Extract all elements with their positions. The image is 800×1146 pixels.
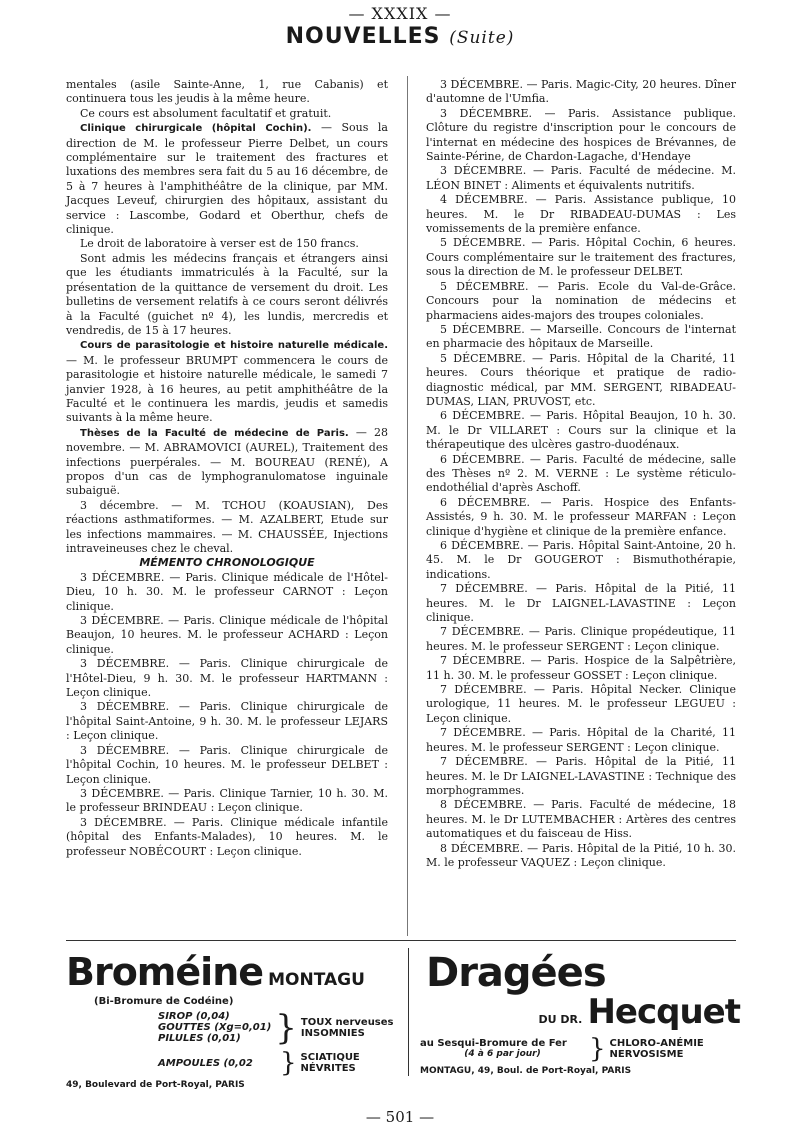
ad-brand-sub: MONTAGU	[268, 970, 365, 990]
memento-entry: 5 DÉCEMBRE. — Paris. Hôpital de la Charité, 11 heures. Cours théorique et pratique de radio-diagnostic médical, par MM. SERGENT, RIBADEAU-DUMAS, LIAN, PRUVOST, etc.	[426, 351, 736, 408]
memento-entry: 4 DÉCEMBRE. — Paris. Assistance publique, 10 heures. M. le Dr RIBADEAU-DUMAS : Les vomissements de la première enfance.	[426, 193, 736, 236]
memento-entry: 8 DÉCEMBRE. — Paris. Faculté de médecine, 18 heures. M. le Dr LUTEMBACHER : Artères des centres automatiques et du faisceau de Hiss.	[426, 798, 736, 841]
paragraph: mentales (asile Sainte-Anne, 1, rue Cabanis) et continuera tous les jeudis à la même heure.	[66, 78, 388, 106]
memento-entry: 7 DÉCEMBRE. — Paris. Hôpital de la Pitié, 11 heures. M. le Dr LAIGNEL-LAVASTINE : Leçon clinique.	[426, 582, 736, 625]
memento-entry: 3 DÉCEMBRE. — Paris. Magic-City, 20 heures. Dîner d'automne de l'Umfia.	[426, 78, 736, 106]
paragraph: Le droit de laboratoire à verser est de 150 francs.	[80, 237, 359, 251]
paragraph	[66, 426, 388, 499]
paragraph: Ce cours est absolument facultatif et gratuit.	[80, 106, 332, 120]
brace-icon: }	[589, 1034, 606, 1064]
ad-indication: NÉVRITES	[300, 1063, 356, 1074]
ad-indication: SCIATIQUE	[300, 1052, 360, 1063]
ad-brand: Dragées	[426, 950, 606, 996]
ad-formula: GOUTTES (Xg=0,01)	[158, 1022, 272, 1033]
memento-entry: 6 DÉCEMBRE. — Paris. Hospice des Enfants-Assistés, 9 h. 30. M. le professeur MARFAN : Leçon clinique d'hygiène et clinique de la première enfance.	[426, 495, 736, 538]
paragraph-heading: Thèses de la Faculté de médecine de Paris.	[80, 427, 349, 439]
ad-indication-list	[301, 1052, 360, 1074]
memento-entry: 5 DÉCEMBRE. — Marseille. Concours de l'internat en pharmacie des hôpitaux de Marseille.	[426, 322, 736, 351]
memento-entry: 3 DÉCEMBRE. — Paris. Assistance publique. Clôture du registre d'inscription pour le concours de l'internat en médecine des hospices de Brévannes, de Sainte-Périne, de Chardon-Lagache, d'Hendaye	[426, 106, 736, 164]
memento-entry: 3 DÉCEMBRE. — Paris. Clinique chirurgicale de l'hôpital Cochin, 10 heures. M. le professeur DELBET : Leçon clinique.	[66, 743, 388, 786]
memento-entry: 3 DÉCEMBRE. — Paris. Clinique médicale de l'Hôtel-Dieu, 10 h. 30. M. le professeur CARNOT : Leçon clinique.	[66, 570, 388, 613]
memento-entry: 7 DÉCEMBRE. — Paris. Hôpital de la Pitié, 11 heures. M. le Dr LAIGNEL-LAVASTINE : Technique des morphogrammes.	[426, 755, 736, 797]
memento-entry: 7 DÉCEMBRE. — Paris. Clinique propédeutique, 11 heures. M. le professeur SERGENT : Leçon clinique.	[426, 625, 736, 653]
memento-entry: 7 DÉCEMBRE. — Paris. Hôpital de la Charité, 11 heures. M. le professeur SERGENT : Leçon clinique.	[426, 726, 736, 754]
memento-entry: 6 DÉCEMBRE. — Paris. Hôpital Saint-Antoine, 20 h. 45. M. le Dr GOUGEROT : Bismuthothérapie, indications.	[426, 539, 736, 581]
section-title-main: NOUVELLES	[285, 24, 441, 49]
ad-subtitle: (Bi-Bromure de Codéine)	[94, 996, 234, 1007]
memento-entry: 3 DÉCEMBRE. — Paris. Clinique chirurgicale de l'hôpital Saint-Antoine, 9 h. 30. M. le professeur LEJARS : Leçon clinique.	[66, 700, 388, 743]
ad-du: DU DR.	[538, 1013, 583, 1026]
memento-entry: 3 DÉCEMBRE. — Paris. Clinique médicale infantile (hôpital des Enfants-Malades), 10 heures. M. le professeur NOBÉCOURT : Leçon clinique.	[66, 815, 388, 858]
ad-brand-row	[420, 992, 740, 1032]
section-title-suffix: (Suite)	[449, 28, 515, 48]
ad-formula: SIROP (0,04)	[158, 1011, 230, 1022]
ad-composition	[420, 1038, 585, 1060]
paragraph-body: — 28 novembre. — M. ABRAMOVICI (AUREL), Traitement des infections puerpérales. — M. BOUREAU (RENÉ), A propos d'un cas de lymphogranulomatose inguinale subaiguë.	[66, 425, 388, 498]
memento-entry: 3 DÉCEMBRE. — Paris. Faculté de médecine. M. LÉON BINET : Aliments et équivalents nutritifs.	[426, 164, 736, 192]
ad-separator-line	[66, 940, 736, 941]
ad-indication: TOUX nerveuses	[300, 1016, 394, 1028]
ad-brand: Broméine	[66, 950, 264, 994]
ad-address: 49, Boulevard de Port-Royal, PARIS	[66, 1080, 245, 1090]
ad-formula: PILULES (0,01)	[158, 1033, 241, 1044]
memento-entry: 8 DÉCEMBRE. — Paris. Hôpital de la Pitié, 10 h. 30. M. le professeur VAQUEZ : Leçon clinique.	[426, 841, 736, 869]
ad-line: au Sesqui-Bromure de Fer	[420, 1038, 567, 1049]
ad-brand-row	[66, 950, 396, 994]
memento-entry: 3 DÉCEMBRE. — Paris. Clinique chirurgicale de l'Hôtel-Dieu, 9 h. 30. M. le professeur HARTMANN : Leçon clinique.	[66, 657, 388, 700]
section-title	[0, 24, 800, 49]
paragraph: Sont admis les médecins français et étrangers ainsi que les étudiants immatriculés à la Faculté, sur la présentation de la quittance de versement du droit. Les bulletins de versement relatifs à ce cours seront délivrés à la Faculté (guichet nº 4), les lundis, mercredis et vendredis, de 15 à 17 heures.	[66, 251, 388, 337]
ad-indication: NERVOSISME	[609, 1049, 684, 1060]
ad-brand-2: Hecquet	[587, 992, 740, 1032]
ad-indication: INSOMNIES	[300, 1027, 365, 1039]
ad-ampoules-row	[158, 1048, 396, 1078]
ad-formula: AMPOULES (0,02	[158, 1057, 253, 1069]
ad-details	[420, 1034, 740, 1064]
memento-entry: 7 DÉCEMBRE. — Paris. Hôpital Necker. Clinique urologique, 11 heures. M. le professeur LEGUEU : Leçon clinique.	[426, 683, 736, 725]
ad-indication-list	[301, 1017, 394, 1039]
paragraph-heading: Cours de parasitologie et histoire naturelle médicale.	[80, 340, 388, 352]
brace-icon: }	[280, 1048, 297, 1078]
memento-entry: 3 DÉCEMBRE. — Paris. Clinique médicale de l'hôpital Beaujon, 10 heures. M. le professeur ACHARD : Leçon clinique.	[66, 614, 388, 656]
ad-indication-list	[610, 1038, 704, 1060]
memento-entry: 7 DÉCEMBRE. — Paris. Hospice de la Salpêtrière, 11 h. 30. M. le professeur GOSSET : Leçon clinique.	[426, 654, 736, 682]
paragraph-body: — Sous la direction de M. le professeur Pierre Delbet, un cours complémentaire sur le traitement des fractures et luxations des membres sera fait du 5 au 16 décembre, de 5 à 7 heures à l'amphithéâtre de la clinique, par MM. Jacques Leveuf, chirurgien des hôpitaux, assistant du service : Lascombe, Godard et Oberthur, chefs de clinique.	[66, 121, 388, 237]
page-header-roman: — XXXIX —	[348, 4, 452, 23]
ad-column-divider	[408, 948, 409, 1076]
memento-entry: 6 DÉCEMBRE. — Paris. Faculté de médecine, salle des Thèses nº 2. M. VERNE : Le système réticulo-endothélial d'après Aschoff.	[426, 452, 736, 495]
memento-entry: 6 DÉCEMBRE. — Paris. Hôpital Beaujon, 10 h. 30. M. le Dr VILLARET : Cours sur la clinique et la thérapeutique des ulcères gastro-duodénaux.	[426, 409, 736, 452]
paragraph-body: — M. le professeur BRUMPT commencera le cours de parasitologie et histoire naturelle médicale, le samedi 7 janvier 1928, à 16 heures, au petit amphithéâtre de la Faculté et le continuera les mardis, jeudis et samedis suivants à la même heure.	[66, 353, 388, 425]
paragraph	[66, 121, 388, 237]
memento-entry: 5 DÉCEMBRE. — Paris. Ecole du Val-de-Grâce. Concours pour la nomination de médecins et pharmaciens aides-majors des troupes coloniales.	[426, 279, 736, 322]
column-divider	[407, 76, 408, 936]
paragraph	[66, 338, 388, 425]
paragraph-heading: Clinique chirurgicale (hôpital Cochin).	[80, 123, 312, 135]
memento-entry: 3 DÉCEMBRE. — Paris. Clinique Tarnier, 10 h. 30. M. le professeur BRINDEAU : Leçon clinique.	[66, 786, 388, 815]
memento-title: MÉMENTO CHRONOLOGIQUE	[139, 556, 315, 570]
ad-formula-list	[158, 1011, 271, 1044]
right-column	[426, 78, 736, 870]
paragraph: 3 décembre. — M. TCHOU (KOAUSIAN), Des réactions asthmatiformes. — M. AZALBERT, Etude sur les infections mammaires. — M. CHAUSSÉE, Injections intraveineuses chez le cheval.	[66, 498, 388, 555]
advertisement-dragees	[420, 950, 740, 1076]
left-column	[66, 78, 388, 859]
page-number: — 501 —	[365, 1108, 435, 1126]
ad-formulas	[158, 1007, 396, 1048]
ad-line: (4 à 6 par jour)	[464, 1049, 541, 1059]
ad-address: MONTAGU, 49, Boul. de Port-Royal, PARIS	[420, 1066, 632, 1076]
advertisement-bromeine	[66, 950, 396, 1090]
ad-indication: CHLORO-ANÉMIE	[609, 1038, 704, 1049]
brace-icon: }	[275, 1007, 297, 1048]
memento-entry: 5 DÉCEMBRE. — Paris. Hôpital Cochin, 6 heures. Cours complémentaire sur le traitement des fractures, sous la direction de M. le professeur DELBET.	[426, 236, 736, 279]
